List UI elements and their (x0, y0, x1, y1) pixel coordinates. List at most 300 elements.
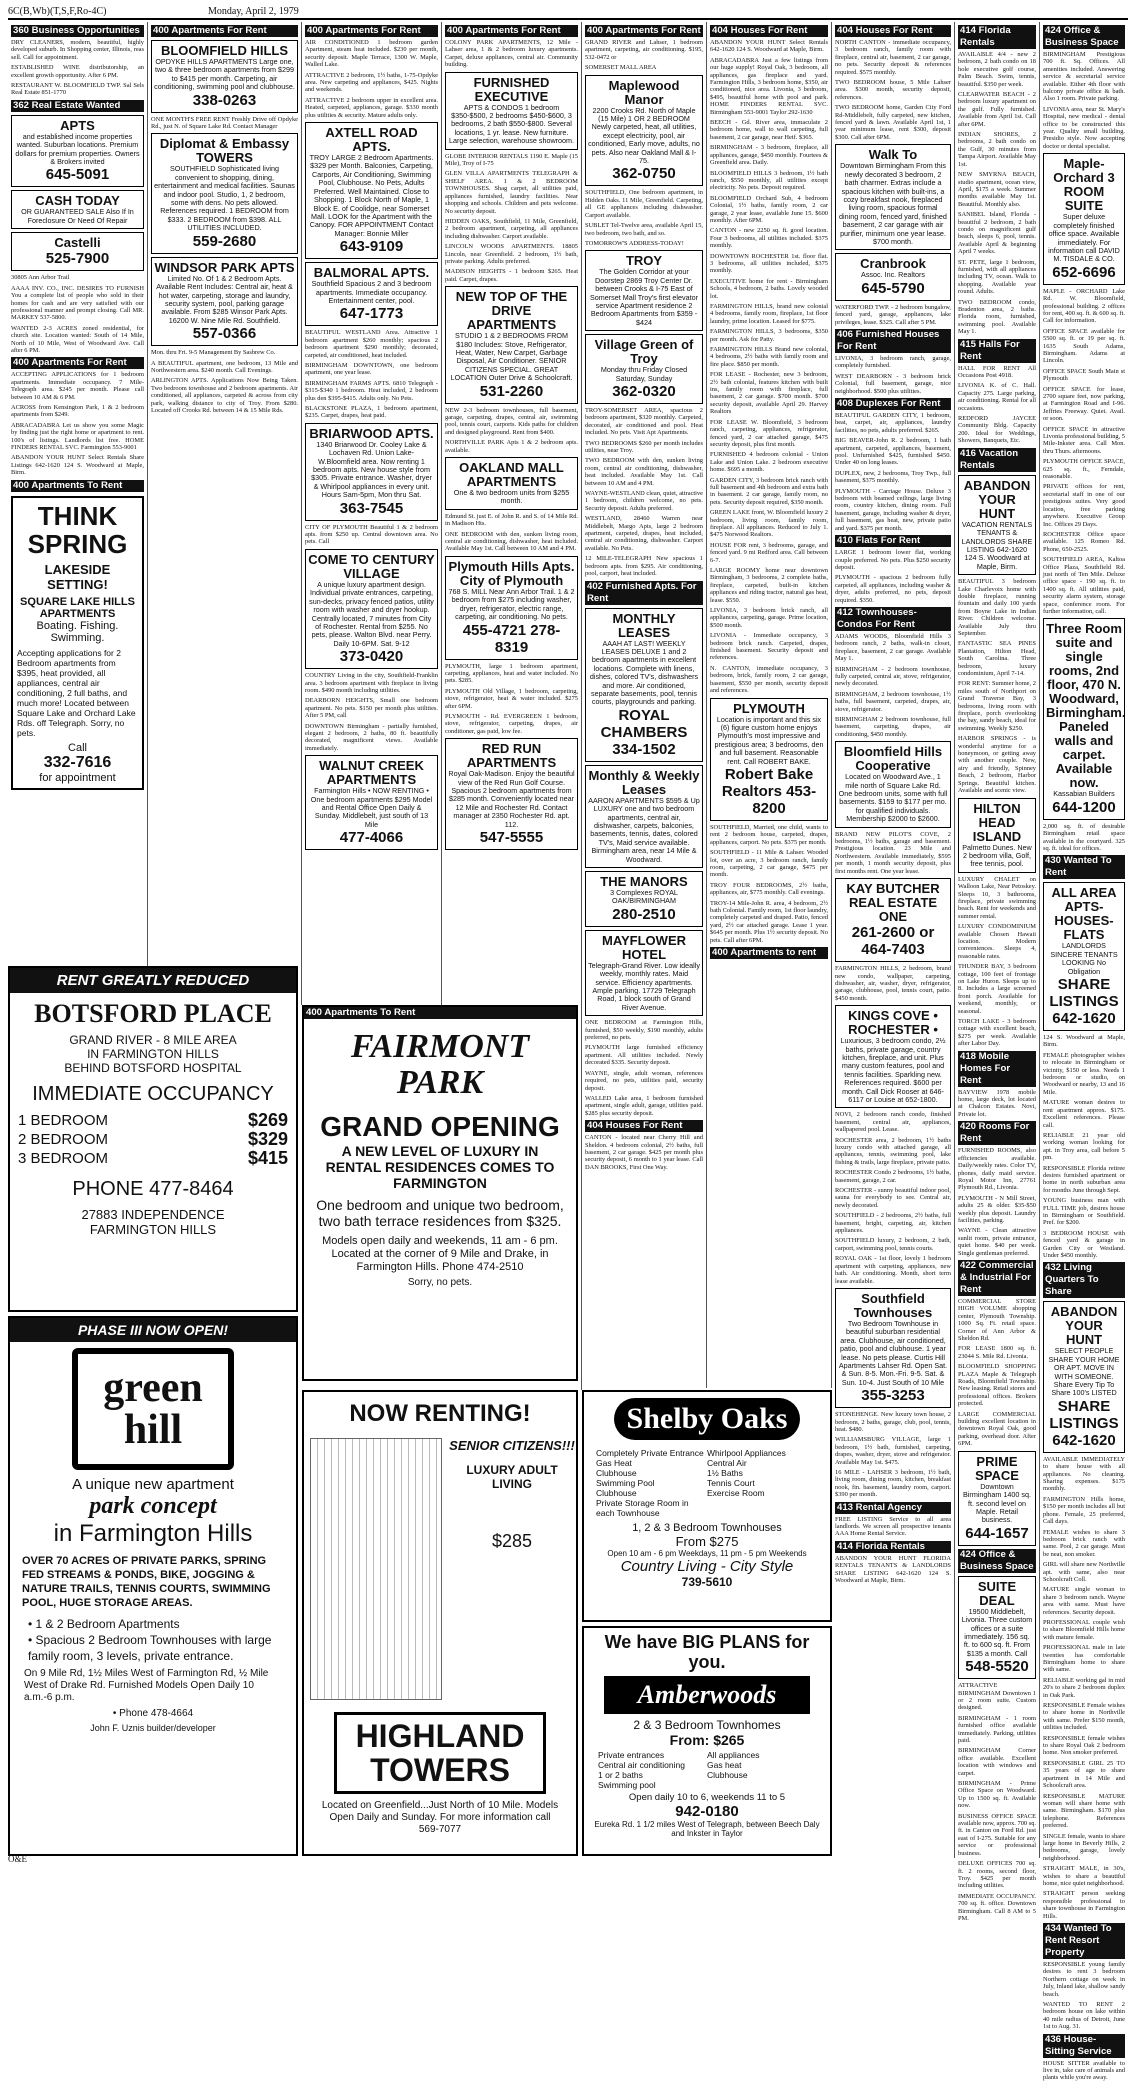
column-5 (582, 22, 707, 1388)
fairmont-title: GRAND OPENING (320, 1111, 560, 1142)
feature-item: All appliances (707, 1750, 760, 1760)
section-heading: 424 Office & Business Space (1043, 25, 1125, 49)
classified-ad: COUNTRY Living in the city, Southfield-Franklin area. 3 bedroom apartment with fireplace in living room. $490 month including utilities. (305, 672, 438, 694)
classified-ad: AVAILABLE 4/4 - new 2 bedroom, 2 bath condo on 18 hole executive golf course, Palm Beach. Swim, tennis, beautiful. $350 per week. (958, 51, 1036, 88)
classified-ad: OFFICE SPACE available for 5500 sq. ft. or 19 per sq. ft. 1635 South Adams, Birmingham. Adams at Lincoln. (1043, 327, 1125, 365)
listing-body: 1340 Briarwood Dr. Cooley Lake & Lochaven Rd. Union Lake-W.Bloomfield area. Now renting 1 bedroom apts. New house style from $305. Private entrance. Washer, dryer & Whirlpool appliances in every unit. Hours Sam-5pm, Mon thru Sat. (311, 439, 432, 500)
listing-body: STUDIO 1 & 2 BEDROOMS FROM $180 Includes: Stove, Refrigerator, Heat, Water, New Carpet, Garbage Disposal, Air Conditioner. SENIOR CITIZENS SPECIAL. GREAT LOCATION Outer Drive & Schoolcraft. (450, 331, 573, 383)
classified-ad: BIRMINGHAM - 3 bedroom, fireplace, all appliances, garage, $450 monthly. Fourtees & Greenfield area. Daily. (710, 144, 828, 167)
display-listing (710, 698, 828, 821)
section-heading: 418 Mobile Homes For Rent (958, 1051, 1036, 1087)
classified-ad: WALLED Lake area, 1 bedroom furnished apartment, single adult, garage, utilities paid. $285 plus security deposit. (585, 1094, 703, 1117)
classified-ad: YOUNG business man with FULL TIME job, desires house in Birmingham or Southfield. Pref. for $200. (1043, 1197, 1125, 1227)
column-7 (832, 22, 955, 1858)
shelby-oaks-logo: Shelby Oaks (614, 1398, 800, 1440)
display-listing (585, 765, 703, 868)
classified-ad: CITY OF PLYMOUTH Beautiful 1 & 2 bedroom apts. from $250 up. Central downtown area. No pets. Call (305, 523, 438, 546)
classified-ad: STONEHENGE. New luxury town house, 2 bedroom, 2 baths, garage, club, pool, tennis, heat. $480. (835, 1411, 951, 1433)
listing-phone: 373-0420 (339, 648, 404, 666)
display-listing (305, 549, 438, 669)
classified-ad: FURNISHED ROOMS, also efficiencies available. Daily/weekly rates. Color TV, phones, daily maid service. Royal Motor Inn, 27761 Plymouth Rd., Livonia. (958, 1147, 1036, 1192)
classified-ad: THUNDER BAY, 3 bedroom cottage, 100 feet of frontage on Lake Huron. Sleeps up to 8. Includes a large screened front porch. Available for weekend, monthly, or seasonal. (958, 963, 1036, 1015)
listing-body: Royal Oak-Madison. Enjoy the beautiful view of the Red Run Golf Course. Spacious 2 bedroom apartments from $285 month. Conveniently located near 12 Mile and Rochester Rd. Contact manager at 2350 Rochester Rd. apt. 112. (448, 769, 575, 829)
section-heading: 424 Office & Business Space (958, 1549, 1036, 1573)
classified-ad: ONE BEDROOM with den, sunken living room, central air conditioning, dishwasher, heat included. Available May 1st. Call between 10 AM and 4 PM. (445, 530, 578, 553)
listing-phone: ROYAL CHAMBERS 334-1502 (600, 706, 688, 758)
display-listing (958, 798, 1036, 873)
listing-title: BALMORAL APTS. (313, 265, 430, 281)
classified-ad: BIRMINGHAM 2 bedroom townhouse, full basement, carpeting, drapes, air conditioning, $450 monthly. (835, 716, 951, 738)
feature-item: Private Storage Room in each Townhouse (596, 1498, 689, 1518)
section-heading: 413 Rental Agency (835, 1502, 951, 1514)
classified-ad: NEW 2-3 bedroom townhouses, full basement, garage, carpeting, drapes, central air, swimming pool, tennis court, carports. Kids paths for children and designed playground. Rent from $400. (445, 406, 578, 436)
display-listing (1043, 882, 1125, 1031)
listing-title: BRIARWOOD APTS. (309, 425, 434, 441)
classified-ad: NOVI, 2 bedroom ranch condo, finished basement, central air, appliances, wallpapered pool. Lease. (835, 1111, 951, 1134)
classified-ad: ATTRACTIVE BIRMINGHAM Downtown 1 or 2 room suite. Custom designed. (958, 1682, 1036, 1712)
botsford-rates (10, 1111, 296, 1168)
box-title: THINK SPRING (27, 500, 128, 559)
classified-ad: A BEAUTIFUL apartment, one bedroom, 13 Mile and Northwestern area. $240 month. Call Evenings. (151, 359, 298, 374)
box-line: Call (68, 741, 87, 754)
listing-phone: 477-4066 (339, 829, 404, 847)
display-listing (445, 738, 578, 850)
classified-ad: BLOOMFIELD HILLS 3 bedroom, 1½ bath ranch, $550 monthly, all utilities except electricity. No pets. Deposit required. (710, 169, 828, 192)
display-listing (305, 755, 438, 850)
listing-body: Southfield Spacious 2 and 3 bedroom apartments. Immediate occupancy. Entertainment center, pool. (311, 279, 432, 305)
listing-body: Monday thru Friday Closed Saturday, Sunday (600, 365, 688, 383)
listing-title: PLYMOUTH (733, 700, 805, 716)
classified-ad: FOR RENT: Summer home, 2 miles south of Northport on Grand Traverse Bay, 3 bedrooms, living room with fireplace, porch overlooking the bay, sandy beach, ideal for swimming. Weekly $250. (958, 680, 1036, 732)
classified-ad: PLYMOUTH Old Village, 1 bedroom, carpeting, stove, refrigerator, heat & water included. $275 after 6PM. (445, 687, 578, 710)
listing-title: SUITE DEAL (977, 1578, 1017, 1608)
section-heading: 360 Business Opportunities (11, 25, 144, 37)
classified-ad: DELUXE OFFICES 700 sq. ft. 2 rooms, second floor, Troy. $425 per month including utilities. (958, 1860, 1036, 1890)
classified-ad: OFFICE SPACE for lease, 2700 square feet, now parking, at Farmington Road and I-96. Jeffries Freeway. Quiet. Avail. or soon. (1043, 385, 1125, 423)
classified-ad: ABRACADABRA Let us show you some Magic by finding just the right home or apartment to rent. 100's of listings. Landlords list free. HOME FINDERS RENTAL SVC. Farmington 553-9001 (11, 421, 144, 451)
green-hill-phone: • Phone 478-4664 (112, 1708, 194, 1719)
listing-title: BLOOMFIELD HILLS (160, 43, 289, 58)
listing-body: 768 S. MILL Near Ann Arbor Trail. 1 & 2 bedroom from $275 including washer, dryer, refrigerator, electric range, carpeting, air conditioning. No pets. (448, 586, 575, 622)
classified-ad: DOWNTOWN Birmingham - partially furnished, elegant 2 bedroom, 2 baths, 80 ft. beautifully decorated, magnificent views. Available immediately. (305, 722, 438, 752)
classified-ad: LUXURY CHALET on Walloon Lake, Near Petoskey. Sleeps 10, 3 bathrooms, fireplace, private swimming beach. Rent for weekends and summer rental. (958, 875, 1036, 920)
fairmont-pets: Sorry, no pets. (407, 1277, 473, 1288)
highland-towers-logo: HIGHLAND TOWERS (334, 1712, 546, 1794)
classified-ad: ATTRACTIVE 2 bedroom, 1½ baths, 1-75-Opdyke area. New carpeting and appliances, $425. Nights and weekends. (305, 71, 438, 94)
display-listing (585, 334, 703, 404)
classified-ad: SOUTHFIELD, Married, one child, wants to rent 2 bedroom house, carpeted, drapes, appliances, carport. No pets. $375 per month. (710, 823, 828, 846)
classified-ad: PLYMOUTH large furnished efficiency apartment. All utilities included. Newly decorated $335. Security deposit. (585, 1044, 703, 1067)
rate-row (10, 1130, 296, 1149)
amberwoods-features (584, 1748, 830, 1792)
classified-ad: Mon. thru Fri. 9-5 Management By Sasbrew Co. (151, 349, 276, 357)
listing-phone: 338-0263 (192, 91, 257, 109)
park-concept-brand: park concept (89, 1493, 217, 1519)
box-line: SQUARE LAKE HILLS APARTMENTS (20, 595, 135, 620)
listing-phone: Robert Bake Realtors 453-8200 (721, 765, 817, 817)
rate-label: 2 BEDROOM (18, 1131, 109, 1148)
listing-body: 19500 Middlebelt, Livonia. Three custom offices or a suite immediately. 156 sq. ft. to 600 sq. ft. From $135 a month. Call (961, 1606, 1033, 1658)
classified-ad: BIRMINGHAM Prestigious 700 ft. Sq. Offices. All amenities included. Answering service & secretarial service available. Either 4th floor with balcony private office & bath. Also 1 room. Private parking. (1043, 51, 1125, 103)
listing-title: THE MANORS (600, 874, 688, 889)
green-hill-ad (8, 1316, 298, 1856)
listing-title: AXTELL ROAD APTS. (325, 125, 418, 155)
rate-price: $269 (247, 1110, 288, 1130)
edition-code: 6C(B,Wb)(T,S,F,Ro-4C) (8, 5, 107, 17)
classified-ad: EXECUTIVE home for rent - Birmingham Schools, 4 bedroom, 2 baths. Lovely wooded lot. (710, 277, 828, 300)
classified-ad: SOMERSET MALL AREA (585, 64, 657, 72)
green-hill-description: OVER 70 ACRES OF PRIVATE PARKS, SPRING FED STREAMS & PONDS, BIKE, JOGGING & NATURE TRAILS, TENNIS COURTS, SWIMMING POOL, HUGE STORAGE AREAS. (22, 1555, 271, 1609)
classified-ad: ROCHESTER - sunny beautiful indoor pool, sauna for everybody to see. Central air, newly decorated. (835, 1187, 951, 1209)
classified-ad: WEST DEARBORN - 3 bedroom brick Colonial, full basement, garage, nice neighborhood. $500 plus utilities. (835, 372, 951, 395)
classified-ad: 124 S. Woodward at Maple, Birm. (1043, 1034, 1125, 1049)
classified-ad: PLYMOUTH - Carriage House. Deluxe 3 bedroom with beamed ceilings, large living room, country kitchen, dining room. Full basement, garage, including washer & dryer, full basement, gas heat, new, private patio and yard. $375 per month. (835, 487, 951, 532)
listing-title: Monthly & Weekly Leases (588, 767, 700, 797)
bullet-item: • Spacious 2 Bedroom Townhouses with large family room, 3 levels, private entrance. (28, 1633, 272, 1663)
amberwoods-townhomes: 2 & 3 Bedroom Townhomes (633, 1718, 781, 1732)
classified-ad: WANTED 2-3 ACRES zoned residential, for church site. Location wanted: South of 14 Mile, North of 10 Mile, West of Woodward Ave. Call after 6 PM. (11, 324, 144, 354)
shelby-hours: Open 10 am - 6 pm Weekdays, 11 pm - 5 pm Weekends (607, 1549, 807, 1558)
classified-ad: AVAILABLE IMMEDIATELY to share house with all appliances. No cleaning. Sharing expenses. $175 monthly. (1043, 1455, 1125, 1493)
fairmont-hours: Models open daily and weekends, 11 am - 6 pm. Located at the corner of 9 Mile and Drake, in Farmington Hills. Phone 474-2510 (322, 1235, 558, 1273)
classified-ad: MATURE single woman to share 3 bedroom ranch. Wayne area with same. Must have references. Security deposit. (1043, 1586, 1125, 1616)
classified-ad: ROCHESTER area, 2 bedroom, 1½ baths luxury condo with attached garage, all appliances, tennis, swimming pool, lake fishing & trails, large fireplace, private patio. (835, 1136, 951, 1166)
shelby-bedrooms: 1, 2 & 3 Bedroom Townhouses (632, 1522, 782, 1534)
classified-ad: FOR LEASE W. Bloomfield, 3 bedroom ranch, carpeting, appliances, refrigerator, fenced yard, 2 car attached garage, $475 security deposit, plus first month. (710, 418, 828, 448)
listing-title: KINGS COVE • ROCHESTER • (848, 1008, 938, 1038)
listing-body: VACATION RENTALS TENANTS & LANDLORDS SHARE LISTING 642-1620 124 S. Woodward at Maple, Birm. (961, 519, 1033, 571)
classified-ad: 30805 Ann Arbor Trail (11, 274, 70, 282)
listing-body: Located on Woodward Ave., 1 mile north of Square Lake Rd. One bedroom units, some with full basements. $159 to $177 per mo. for qualified individuals. Membership $2000 to $2600. (838, 772, 948, 824)
shelby-features (584, 1446, 830, 1520)
display-listing (958, 1451, 1036, 1546)
display-listing (11, 190, 144, 229)
listing-title: ABANDON YOUR HUNT (1050, 1304, 1118, 1348)
classified-ad: TWO BEDROOMS $260 per month includes utilities, near Troy. (585, 439, 703, 454)
listing-title: Maple-Orchard 3 ROOM SUITE (1053, 156, 1115, 214)
listing-title: RED RUN APARTMENTS (466, 741, 557, 771)
section-heading: 362 Real Estate Wanted (11, 100, 144, 112)
feature-item: Clubhouse (596, 1468, 637, 1478)
display-listing (585, 608, 703, 762)
classified-ad: BIRMINGHAM - 1 room furnished office available immediately. Parking, utilities paid. (958, 1714, 1036, 1744)
classified-ad: ROYAL OAK - 1st floor, lovely 1 bedroom apartment with carpeting, appliances, new bath. Air conditioning. Month, short term lease available. (835, 1255, 951, 1285)
classified-ad: REDFORD JAYCEE Community Bldg. Capacity 200. Ideal for Weddings, Showers, Banquets, Etc. (958, 415, 1036, 445)
section-heading: 408 Duplexes For Rent (835, 398, 951, 410)
listing-phone: 363-7545 (339, 499, 404, 517)
botsford-name: BOTSFORD PLACE (34, 999, 272, 1028)
classified-ad: HIDDEN OAKS, Southfield, 11 Mile, Greenfield, 2 bedroom apartment, carpeting, all appliances including dishwasher. Carport available. (445, 217, 578, 240)
classified-ad: SOUTHFIELD AREA, Kaltoa Office Plaza, Southfield Rd. just north of Ten Mile. Deluxe office space - 190 sq. ft. to 1400 sq. ft. All utilities paid, security alarm system, storage space, conference room. For further information, call. (1043, 556, 1125, 615)
feature-item: Exercise Room (707, 1488, 765, 1498)
listing-body: 3 Complexes ROYAL OAK/BIRMINGHAM (610, 888, 678, 906)
listing-body: One & two bedroom units from $255 month. (453, 488, 570, 506)
footer-mark: O&E (8, 1854, 27, 1864)
fairmont-logo: FAIRMONT PARK (350, 1028, 530, 1101)
display-listing (835, 878, 951, 962)
section-heading: 410 Flats For Rent (835, 535, 951, 547)
classified-ad: WATERFORD TWP. - 2 bedroom bungalow, fenced yard, garage, appliances, lake privileges, lease. $325. Call after 5 PM. (835, 303, 951, 326)
listing-title: Castelli (54, 235, 101, 251)
listing-title: Maplewood Manor (608, 77, 680, 107)
listing-phone: 362-0750 (612, 165, 676, 183)
feature-item: Gas Heat (596, 1458, 632, 1468)
listing-body: Telegraph-Grand River. Low ideally weekly, monthly rates. Maid service. Efficiency apartments. Ample parking. 17729 Telegraph Road, 1 block south of Grand River Avenue. (588, 960, 700, 1012)
listing-body: Super deluxe completely finished office space. Available immediately. For information call DAVID M. TISDALE & CO. (1048, 212, 1120, 264)
listing-body: A unique luxury apartment design. Individual private entrances, carpeting, sun-decks, privacy fenced patios, utility room with washer and dryer hookup. Centrally located, 7 minutes from City of Rochester. Rental from $255. No pets, please. Walton Blvd. near Perry. Daily 10-6PM. Sat. 9-12 (309, 579, 434, 648)
box-line: 332-7616 (43, 753, 112, 771)
classified-ad: COMMERCIAL STORE HIGH VOLUME shopping center, Plymouth Township. 1000 Sq. Ft. retail space. Corner of Ann Arbor & Sheldon Rd. (958, 1297, 1036, 1342)
classified-ad: LARGE COMMERCIAL building excellent location in downtown Royal Oak, good parking, overhead door. After 6PM. (958, 1410, 1036, 1448)
classified-ad: BEAUTIFUL 3 bedroom Lake Charlevoix home with double fireplace, running fountain and daily 100 yards from Boyne Lake in Indian River. Children welcome. Available July thru September. (958, 578, 1036, 637)
classified-ad: SANIBEL Island, Florida - beautiful 2 bedroom, 2 bath condo on magnificent gulf beach, sleeps 6, pool, tennis. Available April & beginning April 7 weeks. (958, 211, 1036, 256)
display-listing (11, 232, 144, 271)
box-line: for appointment (39, 771, 116, 784)
classified-ad: NEW SMYRNA BEACH, studio apartment, ocean view, April, $175 a week. Summer months available May 1st. Beautiful. Monthly also. (958, 171, 1036, 208)
listing-phone: 557-0366 (192, 325, 257, 343)
feature-item: Tennis Court (707, 1478, 755, 1488)
classified-ad: FARMINGTON HILLS, brand new colonial 4 bedrooms, family room, fireplace, 1st floor laundry, prime location. Leased for $775. (710, 303, 828, 325)
classified-ad: N. CANTON, immediate occupancy, 3 bedroom, brick, family room, 2 car garage, basement, $550 per month, security deposit and references. (710, 664, 828, 695)
listing-body: Kassabian Builders (1053, 789, 1115, 799)
section-heading: 436 House-Sitting Service (1043, 2034, 1125, 2058)
classified-ad: PLYMOUTH - spacious 2 bedroom fully carpeted, all appliances, including washer & dryer, adults preferred, no pets, deposit required. $350. (835, 574, 951, 604)
classified-ad: WILLIAMSBURG VILLAGE, large 1 bedroom, 1½ bath, furnished, carpeting, drapes, washer, dryer, stove and refrigerator. Available May 1st. $475. (835, 1436, 951, 1466)
display-listing (958, 1576, 1036, 1679)
classified-ad: BAYVIEW 1978 mobile home, large deck, lot located at Chalcon Estates. Novi, Private lot. (958, 1088, 1036, 1118)
listing-title: OAKLAND MALL APARTMENTS (459, 460, 564, 490)
shelby-tagline: Country Living - City Style (620, 1558, 794, 1575)
column-1 (8, 22, 148, 966)
towers-illustration (310, 1438, 442, 1700)
listing-title: NEW TOP OF THE DRIVE APARTMENTS (455, 289, 568, 333)
section-heading: 412 Townhouses-Condos For Rent (835, 607, 951, 631)
classified-ad: BLOOMFIELD SHOPPING PLAZA Maple & Telegraph Roads, Bloomfield Township. New leasing. Retail stores and professional offices. Brokers protected. (958, 1363, 1036, 1408)
section-heading: 400 Apartments For Rent (445, 25, 578, 37)
feature-item: Central Air (707, 1458, 747, 1468)
section-heading: 400 Apartments For Rent (11, 357, 144, 369)
section-heading: 400 Apartments For Rent (585, 25, 703, 37)
classified-ad: LARGE 1 bedroom lower flat, working couple preferred. No pets. Plus $250 security deposit. (835, 549, 951, 571)
classified-ad: TORCH LAKE - 3 bedroom cottage with excellent beach, $275 per week. Available after Labor Day. (958, 1018, 1036, 1048)
listing-body: 2200 Crooks Rd. North of Maple (15 Mile) 1 OR 2 BEDROOM Newly carpeted, heat, all utilities, except electricity, pool, air conditioned, Early move, adults, no pets. Also near Oakland Mall & I-75. (588, 105, 700, 166)
listing-body: SOUTHFIELD Sophisticated living convenient to shopping, dining, entertainment and medical facilities. Saunas and indoor pool. Studio, 1, 2 bedroom, some with dens. No pets allowed. References required. 1 BEDROOM from $333. 2 BEDROOM from $398. ALL UTILITIES INCLUDED. (154, 164, 295, 233)
listing-body: AARON APARTMENTS $595 & Up LUXURY one and two bedroom apartments, central air, dishwasher, carpets, balconies, basements, tennis, dates, colored TV's, Maid service available. Birmingham area, near 14 Mile & Woodward. (588, 795, 700, 864)
amberwoods-phone: 942-0180 (675, 1803, 739, 1820)
classified-ad: SOUTHFIELD - 11 Mile & Lahser. Wooded lot, over an acre, 3 bedroom ranch, family room, carpeting, 2 car garage, $475 per month. (710, 849, 828, 879)
classified-ad: PROFESSIONAL couple wish to share Bloomfield Hills home with mature female. (1043, 1618, 1125, 1641)
botsford-city: FARMINGTON HILLS (89, 1222, 217, 1237)
classified-ad: ACROSS from Kensington Park, 1 & 2 bedroom apartments from $249. (11, 403, 144, 419)
display-listing (1043, 618, 1125, 819)
highland-towers-ad (302, 1390, 578, 1856)
display-listing (585, 930, 703, 1016)
classified-ad: BIRMINGHAM FARMS APTS. 6810 Telegraph - $315-$340 1 bedroom. Heat included, 2 bedroom plus den $395-$415. Adults only. No Pets. (305, 379, 438, 402)
listing-title: Village Green of Troy (594, 337, 694, 367)
listing-phone: 652-6696 (1052, 263, 1116, 281)
green-hill-logo (72, 1348, 234, 1470)
classified-ad: ABANDON YOUR HUNT Select Rentals 642-1620 124 S. Woodward at Maple, Birm. (710, 39, 828, 54)
green-hill-tagline: A unique new apartment (72, 1476, 234, 1493)
section-heading: 422 Commercial & Industrial For Rent (958, 1260, 1036, 1296)
classified-ad: ATTRACTIVE 2 bedroom upper in excellent area. Heated, carpeted, appliances, garage. $330 month plus utilities & security. Mature adults only. (305, 96, 438, 119)
fairmont-section-head: 400 Apartments To Rent (304, 1007, 576, 1019)
classified-ad: PROFESSIONAL male in late twenties has comfortable Birmingham home to share with same. (1043, 1644, 1125, 1674)
listing-phone: 548-5520 (965, 1658, 1029, 1676)
listing-phone: 280-2510 (612, 905, 676, 923)
classified-ad: ADAMS WOODS, Bloomfield Hills 3 bedroom ranch, 2 baths, walk-in closet, fireplace, basement, 2 car garage. Available May 1. (835, 632, 951, 663)
listing-body: The Golden Corridor at your Doorstep 2869 Troy Center Dr. between Crooks & I-75 East of Somerset Mall Troy's first elevator service Apartment residence 2 Bedroom Apartments from $359 - $424 (589, 267, 698, 327)
classified-ad: ST. PETE, large 1 bedroom, furnished, with all appliances including TV, ocean. Walk to shopping. Available year round. Adults. (958, 258, 1036, 296)
classified-ad: BLOOMFIELD Orchard Sub, 4 bedroom Colonial, 1½ baths, family room, 2 car garage, 2 year lease, available June 15. $600 monthly. After 6PM. (710, 194, 828, 224)
section-heading: 400 Apartments For Rent (305, 25, 438, 37)
classified-ad: TROY-SOMERSET AREA, spacious 2 bedroom apartment, $320 monthly. Carpeted, decorated, air conditioned and pool. Heat included. No pets. Visit Apt Apartments. (585, 406, 703, 437)
classified-ad: PLYMOUTH - N Mill Street, adults 25 & older. $35-$50 weekly plus deposit. Laundry facilities, parking. (958, 1194, 1036, 1224)
section-heading: 430 Wanted To Rent (1043, 855, 1125, 879)
display-listing (445, 286, 578, 403)
classified-ad: GREEN LAKE front, W. Bloomfield luxury 2 bedroom, living room, family room, fireplace. All appliances. Reduced to July 1. $475 Norwood Realtors. (710, 509, 828, 539)
classified-ad: MAPLE - ORCHARD Lake Rd. W. Bloomfield, professional building. 2 offices for rent, 400 sq. ft. & 600 sq. ft. Call for information. (1043, 287, 1125, 325)
botsford-phone: PHONE 477-8464 (72, 1178, 234, 1200)
classified-ad: ABRACADABRA Just a few listings from our huge supply! Royal Oak, 3 bedroom, all appliances, gas fireplace and yard. Farmington Hills, 3 bedroom home, $350, air conditioned, nice area. Livonia, 3 bedroom, $495, beautiful home with pool and park. HOME FINDERS RENTAL SVC. Birmingham 553-9001 Taylor 292-1630 (710, 56, 828, 116)
classified-ad: PLYMOUTH, large 1 bedroom apartment, carpeting, appliances, heat and water included. No pets. $285. (445, 662, 578, 685)
listing-body: Limited No. Of 1 & 2 Bedroom Apts. Available Rent Includes: Central air, heat & hot water, carpeting, storage and laundry, security system, pool, parking garage available. From $285 Winsor Park Apts. 16200 W. Nine Mile Rd. Southfield. (156, 273, 293, 325)
classified-ad: BEECH - Gd. River area, immaculate 2 bedroom home, wall to wall carpeting, full basement, 2 car garage, near Hetf. $365. (710, 119, 828, 141)
classified-ad: ONE MONTH'S FREE RENT Freshly Drive off Opdyke Rd., just N. of Square Lake Rd. Contact Manager (151, 115, 298, 131)
classified-ad: GIRL will share new Northville apt. with same, also near Schoolcraft Coll. (1043, 1561, 1125, 1583)
listing-body: Location is important and this six (6) figure custom home enjoys Plymouth's most impressive and prestigious area; 3 bedrooms, den and full basement. Reasonable rent. Call ROBERT BAKE. (714, 714, 824, 766)
section-heading: 415 Halls For Rent (958, 339, 1036, 363)
classified-ad: TWO BEDROOM with den, sunken living room, central air conditioning, dishwasher, heat included. Available May 1st. Call between 10 AM and 4 PM. (585, 457, 703, 487)
section-heading: 400 Apartments To Rent (11, 480, 144, 492)
classified-ad: NORTH CANTON - immediate occupancy, 3 bedroom ranch, family room with fireplace, central air, basement, 2 car garage, no pets. Security deposit & references required. $575 monthly. (835, 39, 951, 76)
listing-phone: 362-0320 (612, 382, 676, 400)
botsford-street: 27883 INDEPENDENCE (81, 1207, 225, 1222)
classified-ad: LIVONIA, 3 bedroom ranch, garage, completely furnished. (835, 354, 951, 370)
botsford-addr1: GRAND RIVER - 8 MILE AREA (69, 1033, 237, 1047)
listing-body: AAAH AT LAST! WEEKLY LEASES DELUXE 1 and 2 bedroom apartments in excellent locations. Complete with linens, dishes, colored TV's, dishwashers and more. Air conditioned, separate basements, pool, tennis courts, playgrounds and parking. (589, 638, 699, 707)
square-lake-hills-ad (11, 496, 144, 790)
classified-ad: RELIABLE 21 year old working woman looking for apt. in Troy area, call before 5 pm. (1043, 1131, 1125, 1162)
listing-body: and established income properties wanted. Suburban locations. Premium dollars for premium properties. Owners & Brokers invited (15, 131, 140, 167)
listing-title: ALL AREA APTS-HOUSES-FLATS (1051, 885, 1117, 943)
listing-body: OPDYKE HILLS APARTMENTS Large one, two & three bedroom apartments from $299 to $415 per month. Carpeting, air conditioning, swimming pool and clubhouse. (154, 57, 295, 92)
fairmont-subtitle: A NEW LEVEL OF LUXURY IN RENTAL RESIDENCES COMES TO FARMINGTON (325, 1143, 555, 1191)
column-6 (707, 22, 832, 1388)
classified-ad: RESPONSIBLE GIRL 25 TO 35 years of age to share apartment in 14 Mile and Schoolcraft area. (1043, 1759, 1125, 1790)
display-listing (958, 475, 1036, 575)
classified-ad: LINCOLN WOODS APARTMENTS. 18805 Lincoln, near Greenfield. 2 bedroom, 1½ bath, private parking. Adults preferred. (445, 243, 578, 265)
box-line: Boating. Fishing. Swimming. (36, 619, 119, 644)
column-2 (148, 22, 302, 1005)
green-hill-bullets (10, 1616, 296, 1664)
classified-ad: DRY CLEANERS, modern, beautiful, highly developed suburb. In Shopping center, Illinois, reas sell. Call for appointment. (11, 39, 144, 61)
classified-ad: AIR CONDITIONED 1 bedroom garden Apartment, steam heat included. $230 per month, security deposit. Maple Terrace, 1300 W. Maple, Walled Lake. (305, 39, 438, 69)
listing-title: Diplomat & Embassy TOWERS (159, 136, 290, 166)
listing-title: Bloomfield Hills Cooperative (843, 744, 943, 774)
feature-item: Swimming pool (598, 1780, 656, 1790)
section-heading: 420 Rooms For Rent (958, 1121, 1036, 1145)
listing-phone: SHARE LISTINGS 642-1620 (1049, 1397, 1119, 1449)
senior-citizens: SENIOR CITIZENS!!! (449, 1438, 575, 1453)
phase-three-band: PHASE III NOW OPEN! (10, 1318, 296, 1342)
display-listing (11, 115, 144, 188)
classified-ad: RESPONSIBLE female wishes to share Royal Oak 2 bedroom home. Non smoker preferred. (1043, 1734, 1125, 1757)
classified-ad: ONE BEDROOM at Farmington Hills, furnished, $50 weekly, $190 monthly, adults preferred, no pets. (585, 1019, 703, 1042)
amberwoods-price: From: $265 (669, 1732, 745, 1748)
classified-ad: TROY FOUR BEDROOMS, 2½ baths, appliances, air, $775 monthly. Call evenings. (710, 881, 828, 897)
logo-word-hill: hill (123, 1407, 183, 1453)
classified-ad: TWO BEDROOM home, Garden City Ford Rd-Middlebelt, fully carpeted, new kitchen, fenced yard & lawn. Available April 1st, 1 year minimum lease, rent $300, deposit $300. Call after 6PM. (835, 104, 951, 141)
listing-body: Assoc. Inc. Realtors (861, 270, 925, 280)
feature-item: Completely Private Entrance (596, 1448, 704, 1458)
botsford-place-ad (8, 966, 298, 1312)
classified-ad: FURNISHED 4 bedroom colonial - Union Lake and Union Lake. 2 bedroom executive home. $695 a month. (710, 451, 828, 474)
amberwoods-logo: Amberwoods (604, 1676, 810, 1714)
section-heading: 434 Wanted To Rent Resort Property (1043, 1923, 1125, 1959)
classified-ad: BIRMINGHAM, 2 bedroom townhouse, 1½ baths, full basement, carpeted, drapes, air, stove, refrigerator. (835, 690, 951, 713)
classified-ad: LARGE ROOMY home near downtown Birmingham, 3 bedrooms, 2 complete baths, fireplace, carpeted, built-in kitchen appliances and riding tractor, natural gas heat, lease. $550. (710, 567, 828, 604)
classified-ad: STRAIGHT person seeking responsible professional to share townhouse in Farmington Hills. (1043, 1890, 1125, 1920)
listing-phone: 261-2600 or 464-7403 (851, 924, 935, 959)
classified-ad: NORTHVILLE PARK Apts 1 & 2 bedroom apts. available. (445, 439, 578, 454)
bullet-item: • 1 & 2 Bedroom Apartments (28, 1617, 180, 1631)
display-listing (151, 133, 298, 253)
listing-phone: 643-9109 (339, 238, 404, 256)
classified-ad: HARBOR SPRINGS - is wonderful anytime for a honeymoon, or getting away with another couple. New, airy and friendly, Spinney Beach, 2 bedroom, Harbor Springs. Beautiful kitchen. Available and scenic view. (958, 735, 1036, 795)
rate-price: $329 (247, 1129, 288, 1149)
listing-phone: 644-1657 (965, 1524, 1029, 1542)
classified-ad: BEAUTIFUL GARDEN CITY, 1 bedroom, heat, carpet, air, appliances, laundry facilities, no pets, adults preferred. $265. (835, 412, 951, 434)
listing-title: Southfield Townhouses (853, 1290, 933, 1320)
listing-body: Downtown Birmingham From this newly decorated 3 bedroom, 2 bath charmer. Extras include a spacious kitchen with built-ins, a cozy breakfast nook, fireplaced living room, spacious formal dining room, fenced yard, finished basement, 2 car garage with air purifier, minimum one year lease. $700 month. (839, 161, 947, 246)
display-listing (305, 262, 438, 326)
classified-ad: GRAND RIVER and Lahser, 1 bedroom apartment, carpeting, air conditioning. $195, 532-0472 or (585, 39, 703, 61)
classified-ad: HOUSE FOR rent, 3 bedrooms, garage, and fenced yard. 9 mi Redford area. Call between 6-7. (710, 541, 828, 564)
classified-ad: GLOBE INTERIOR RENTALS 1190 E. Maple (15 Mile), Troy of I-75 (445, 152, 578, 168)
classified-ad: WESTLAND, 28460 Warren near Middlebelt, Margo Apts, large 2 bedroom apartment, carpeted, drapes, heat included, central air conditioning, dishwasher. Carport available. No Pets. (585, 515, 703, 552)
listing-title: TROY (625, 253, 663, 269)
display-listing (445, 72, 578, 150)
shelby-oaks-ad (582, 1390, 832, 1622)
display-listing (1043, 153, 1125, 284)
classified-ad: RELIABLE working gal in mid 20's to share 2 bedroom duplex in Oak Park. (1043, 1676, 1125, 1699)
classified-ad: ROCHESTER Condo 2 bedrooms, 1½ baths, basement, garage, 2 car. (835, 1169, 951, 1184)
listing-title: HILTON HEAD ISLAND (972, 800, 1022, 844)
listing-phone: SHARE LISTINGS 642-1620 (1049, 976, 1119, 1028)
listing-title: COME TO CENTURY VILLAGE (308, 551, 435, 581)
classified-ad: WAYNE - Clean attractive sunlit room, private entrance, quiet home. $40 per week. Single gentleman preferred. (958, 1227, 1036, 1257)
classified-ad: CANTON - located near Cherry Hill and Sheldon. 4 bedroom colonial, 2½ baths, full basement, 2 car garage. $425 per month plus security deposit, 6 month to 1 year lease. Call DAN BROOKS, First One Way. (585, 1134, 703, 1171)
classified-ad: TROY-14 Mile-John R. area, 4 bedroom, 2½ bath Colonial. Family room, 1st floor laundry, completely carpeted and draped. Patio, fenced yard, 2½ car attached garage. Lease 1 year. $645 per month. Plus 1½ security deposit. No pets. Call after 6PM. (710, 899, 828, 944)
listing-title: WALNUT CREEK APARTMENTS (319, 758, 424, 788)
display-listing (445, 556, 578, 660)
classified-ad: FARMINGTON Hills home, $150 per month includes all but phone. Female, 25 preferred, Call days. (1043, 1495, 1125, 1526)
display-listing (835, 1005, 951, 1108)
listing-phone: 547-5555 (479, 829, 544, 846)
classified-ad: LIVONIA K. of C. Hall. Capacity 275. Large parking, air conditioning. Rental for all occasions. (958, 382, 1036, 412)
classified-ad: DOWNTOWN ROCHESTER 1st. floor flat. 3 bedrooms, all utilities included, $375 monthly. (710, 252, 828, 275)
classified-ad: RESPONSIBLE Florida retiree desires furnished apartment or home in north suburban area for months June through Sept. (1043, 1164, 1125, 1194)
listing-phone: 645-5790 (861, 279, 925, 297)
display-listing (305, 423, 438, 521)
listing-title: WINDSOR PARK APTS (154, 259, 295, 275)
listing-title: Plymouth Hills Apts. City of Plymouth (448, 558, 575, 588)
classified-ad: LIVONIA area, near St. Mary's Hospital, new medical - dental office to be constructed this year. Quality small building. Presidio style. Now accepting doctor or dental specialist. (1043, 105, 1125, 150)
amberwoods-ad (582, 1626, 832, 1856)
classified-ad: WAYNE-WESTLAND clean, quiet, attractive 1 bedroom, children welcome, no pets. Security deposit. Adults preferred. (585, 490, 703, 512)
botsford-occupancy: IMMEDIATE OCCUPANCY (32, 1083, 274, 1105)
